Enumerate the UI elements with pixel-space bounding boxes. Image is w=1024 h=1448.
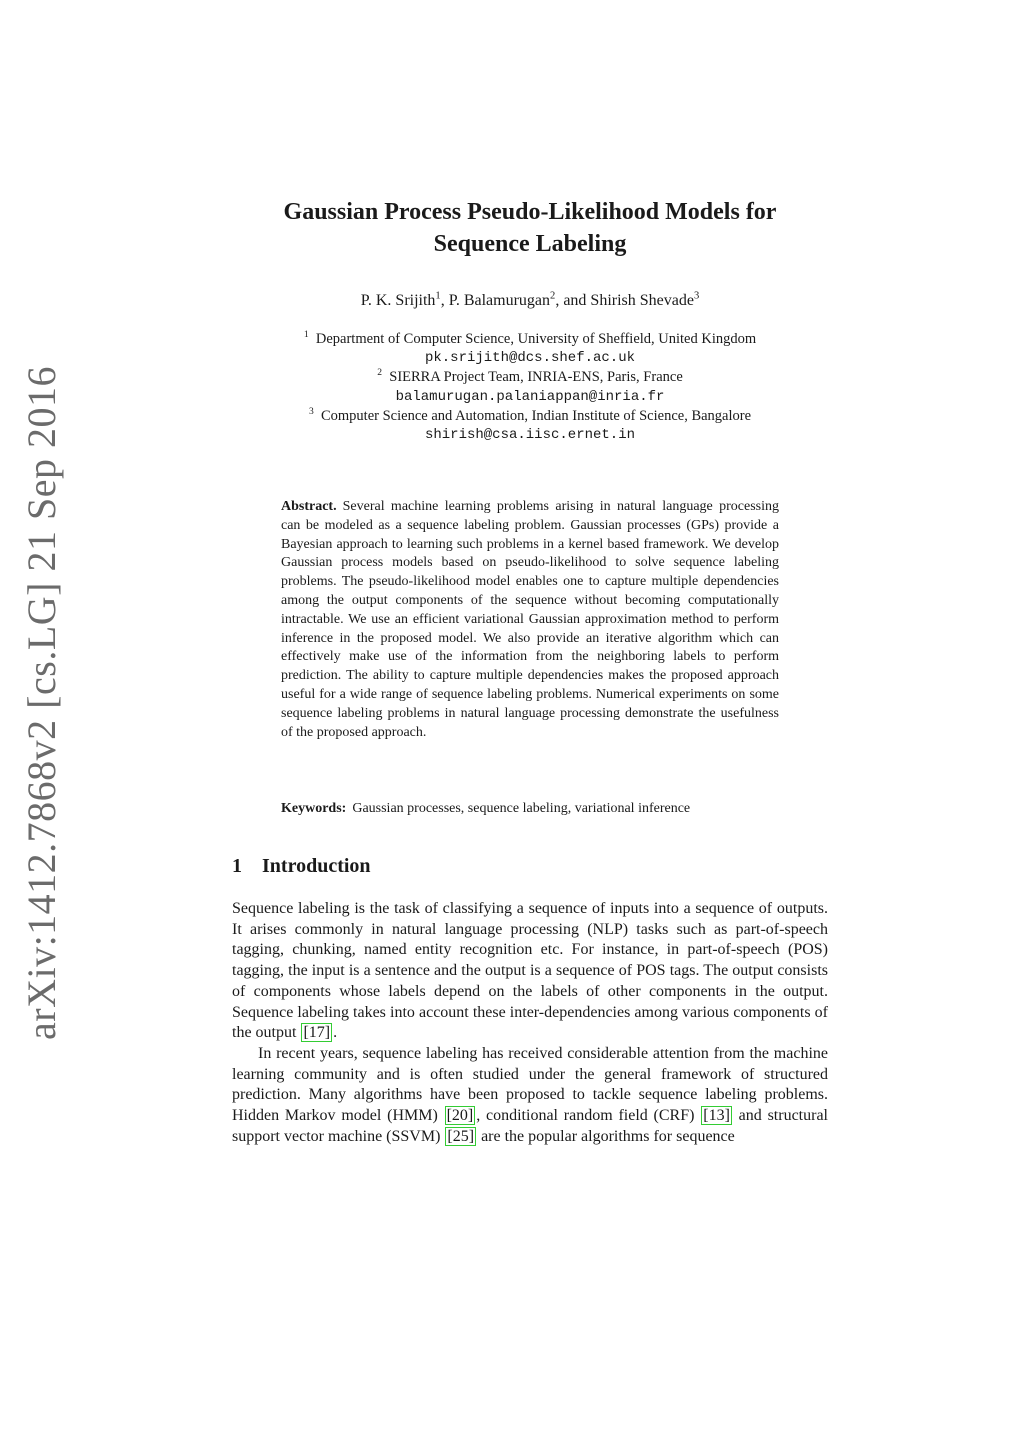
author-name: P. K. Srijith <box>360 292 436 309</box>
keywords-label: Keywords: <box>281 801 347 816</box>
paragraph-text: Sequence labeling is the task of classifying a sequence of inputs into a sequence of outputs. It arises commonly in natural language processing (NLP) tasks such as part-of-speech tagging, chunking, named entity recognition etc. For instance, in part-of-speech (POS) tagging, the input is a sentence and the output is a sequence of POS tags. The output consists of components whose labels depend on the labels of other components in the output. Sequence labeling takes into account these inter-dependencies among various components of the output <box>232 900 828 1042</box>
affiliation-name: SIERRA Project Team, INRIA-ENS, Paris, France <box>389 369 683 386</box>
introduction-body <box>232 899 828 1147</box>
abstract <box>281 498 779 742</box>
section-title: Introduction <box>262 855 371 877</box>
author-separator: , <box>440 292 449 309</box>
paragraph-text: In recent years, sequence labeling has received considerable attention from the machine learning community and is often studied under the general framework of structured prediction. Many algorithms have been proposed to tackle sequence labeling problems. Hidden Markov model (HMM) <box>232 1044 828 1125</box>
title-line-2: Sequence Labeling <box>433 231 627 257</box>
citation-link[interactable]: [13] <box>703 1107 730 1125</box>
affiliation-number: 2 <box>377 367 382 379</box>
affiliation-number: 3 <box>308 405 314 417</box>
affiliation-mark: 3 <box>693 290 700 302</box>
keywords-text: Gaussian processes, sequence labeling, variational inference <box>352 801 691 816</box>
author-email[interactable]: balamurugan.palaniappan@inria.fr <box>395 388 665 405</box>
citation-link[interactable]: [25] <box>447 1127 475 1145</box>
affiliation-entry <box>232 330 828 349</box>
section-number: 1 <box>232 855 242 877</box>
citation-link[interactable]: [20] <box>446 1107 474 1125</box>
affiliation-entry <box>232 407 828 426</box>
paragraph-text: are the popular algorithms for sequence <box>477 1127 735 1145</box>
author-name: Shirish Shevade <box>590 292 694 309</box>
abstract-text: Several machine learning problems arising in natural language processing can be modeled as a sequence labeling problem. Gaussian processes (GPs) provide a Bayesian approach to learning such problems in a kernel based framework. We develop Gaussian process models based on pseudo-likelihood to solve sequence labeling problems. The pseudo-likelihood model enables one to capture multiple dependencies among the output components of the sequence without becoming computationally intractable. We use an efficient variational Gaussian approximation method to perform inference in the proposed model. We also provide an iterative algorithm which can effectively make use of the information from the neighboring labels to perform prediction. The ability to capture multiple dependencies makes the proposed approach useful for a wide range of sequence labeling problems. Numerical experiments on some sequence labeling problems in natural language processing demonstrate the usefulness of the proposed approach. <box>281 499 779 740</box>
paragraph-text: and structural support vector machine (SSVM) <box>232 1107 828 1145</box>
section-heading-introduction <box>232 853 371 879</box>
affiliation-name: Computer Science and Automation, Indian Institute of Science, Bangalore <box>320 407 752 424</box>
author-email[interactable]: shirish@csa.iisc.ernet.in <box>424 427 636 444</box>
affiliation-name: Department of Computer Science, University of Sheffield, United Kingdom <box>315 331 757 347</box>
paper-title <box>232 196 828 260</box>
paragraph <box>232 899 828 1044</box>
arxiv-identifier-stamp: arXiv:1412.7868v2 [cs.LG] 21 Sep 2016 <box>19 366 64 1040</box>
keywords <box>281 800 779 818</box>
affiliation-mark: 1 <box>435 290 441 302</box>
affiliation-mark: 2 <box>550 290 556 302</box>
author-list <box>232 290 828 312</box>
citation-link[interactable]: [17] <box>303 1024 331 1042</box>
affiliations <box>232 330 828 445</box>
paragraph-text: . <box>333 1024 338 1042</box>
author-name: P. Balamurugan <box>448 292 551 309</box>
paragraph-text: , conditional random field (CRF) <box>476 1107 701 1125</box>
title-line-1: Gaussian Process Pseudo-Likelihood Models for <box>283 199 777 225</box>
abstract-label: Abstract. <box>281 499 337 514</box>
author-separator: , and <box>555 292 591 309</box>
affiliation-number: 1 <box>303 329 309 341</box>
author-email[interactable]: pk.srijith@dcs.shef.ac.uk <box>424 350 636 367</box>
paragraph <box>232 1044 828 1148</box>
affiliation-entry <box>232 368 828 387</box>
